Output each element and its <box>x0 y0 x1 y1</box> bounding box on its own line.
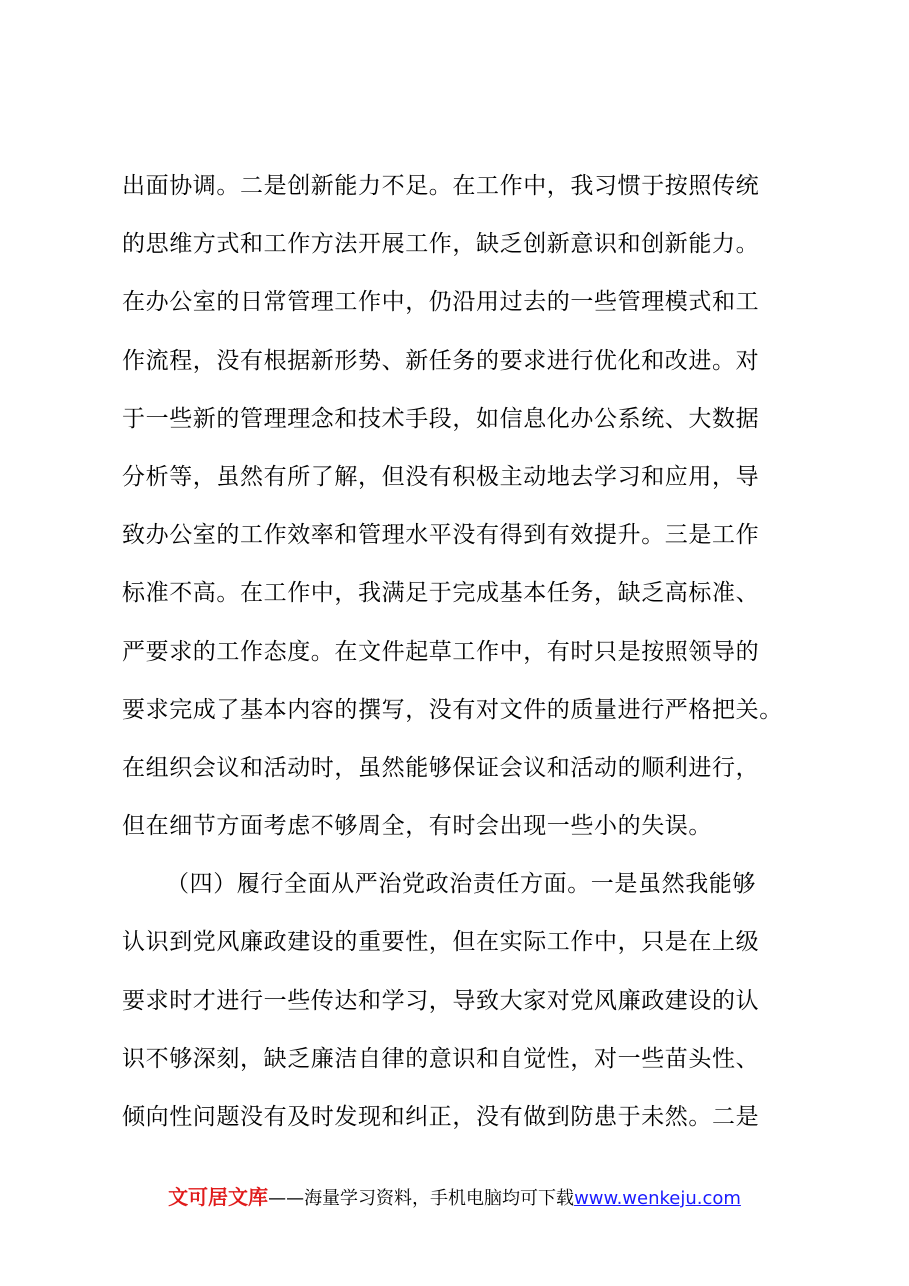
text-line: 出面协调。二是创新能力不足。在工作中，我习惯于按照传统 <box>122 173 760 199</box>
text-line: 的思维方式和工作方法开展工作，缺乏创新意识和创新能力。 <box>122 231 760 258</box>
text-line: 在办公室的日常管理工作中，仍沿用过去的一些管理模式和工 <box>122 289 760 316</box>
text-line: 认识到党风廉政建设的重要性，但在实际工作中，只是在上级 <box>122 929 760 956</box>
text-line: 要求时才进行一些传达和学习，导致大家对党风廉政建设的认 <box>122 987 760 1014</box>
text-line: 致办公室的工作效率和管理水平没有得到有效提升。三是工作 <box>122 522 760 549</box>
brand-name: 文可居文库 <box>168 1185 269 1209</box>
text-line: 但在细节方面考虑不够周全，有时会出现一些小的失误。 <box>122 813 712 840</box>
text-line: 作流程，没有根据新形势、新任务的要求进行优化和改进。对 <box>122 347 760 374</box>
footer-banner <box>0 1181 909 1210</box>
section-heading-line: （四）履行全面从严治党政治责任方面。一是虽然我能够 <box>166 871 756 898</box>
text-line: 倾向性问题没有及时发现和纠正，没有做到防患于未然。二是 <box>122 1104 760 1130</box>
text-line: 分析等，虽然有所了解，但没有积极主动地去学习和应用，导 <box>122 463 760 490</box>
text-line: 要求完成了基本内容的撰写，没有对文件的质量进行严格把关。 <box>122 696 783 723</box>
text-line: 标准不高。在工作中，我满足于完成基本任务，缺乏高标准、 <box>122 580 760 607</box>
text-line: 于一些新的管理理念和技术手段，如信息化办公系统、大数据 <box>122 405 760 432</box>
text-line: 在组织会议和活动时，虽然能够保证会议和活动的顺利进行， <box>122 754 760 781</box>
footer-tagline: ——海量学习资料，手机电脑均可下载 <box>268 1188 575 1209</box>
text-line: 严要求的工作态度。在文件起草工作中，有时只是按照领导的 <box>122 638 760 665</box>
text-line: 识不够深刻，缺乏廉洁自律的意识和自觉性，对一些苗头性、 <box>122 1045 760 1072</box>
document-body <box>122 157 802 1146</box>
website-link[interactable]: www.wenkeju.com <box>574 1188 741 1209</box>
